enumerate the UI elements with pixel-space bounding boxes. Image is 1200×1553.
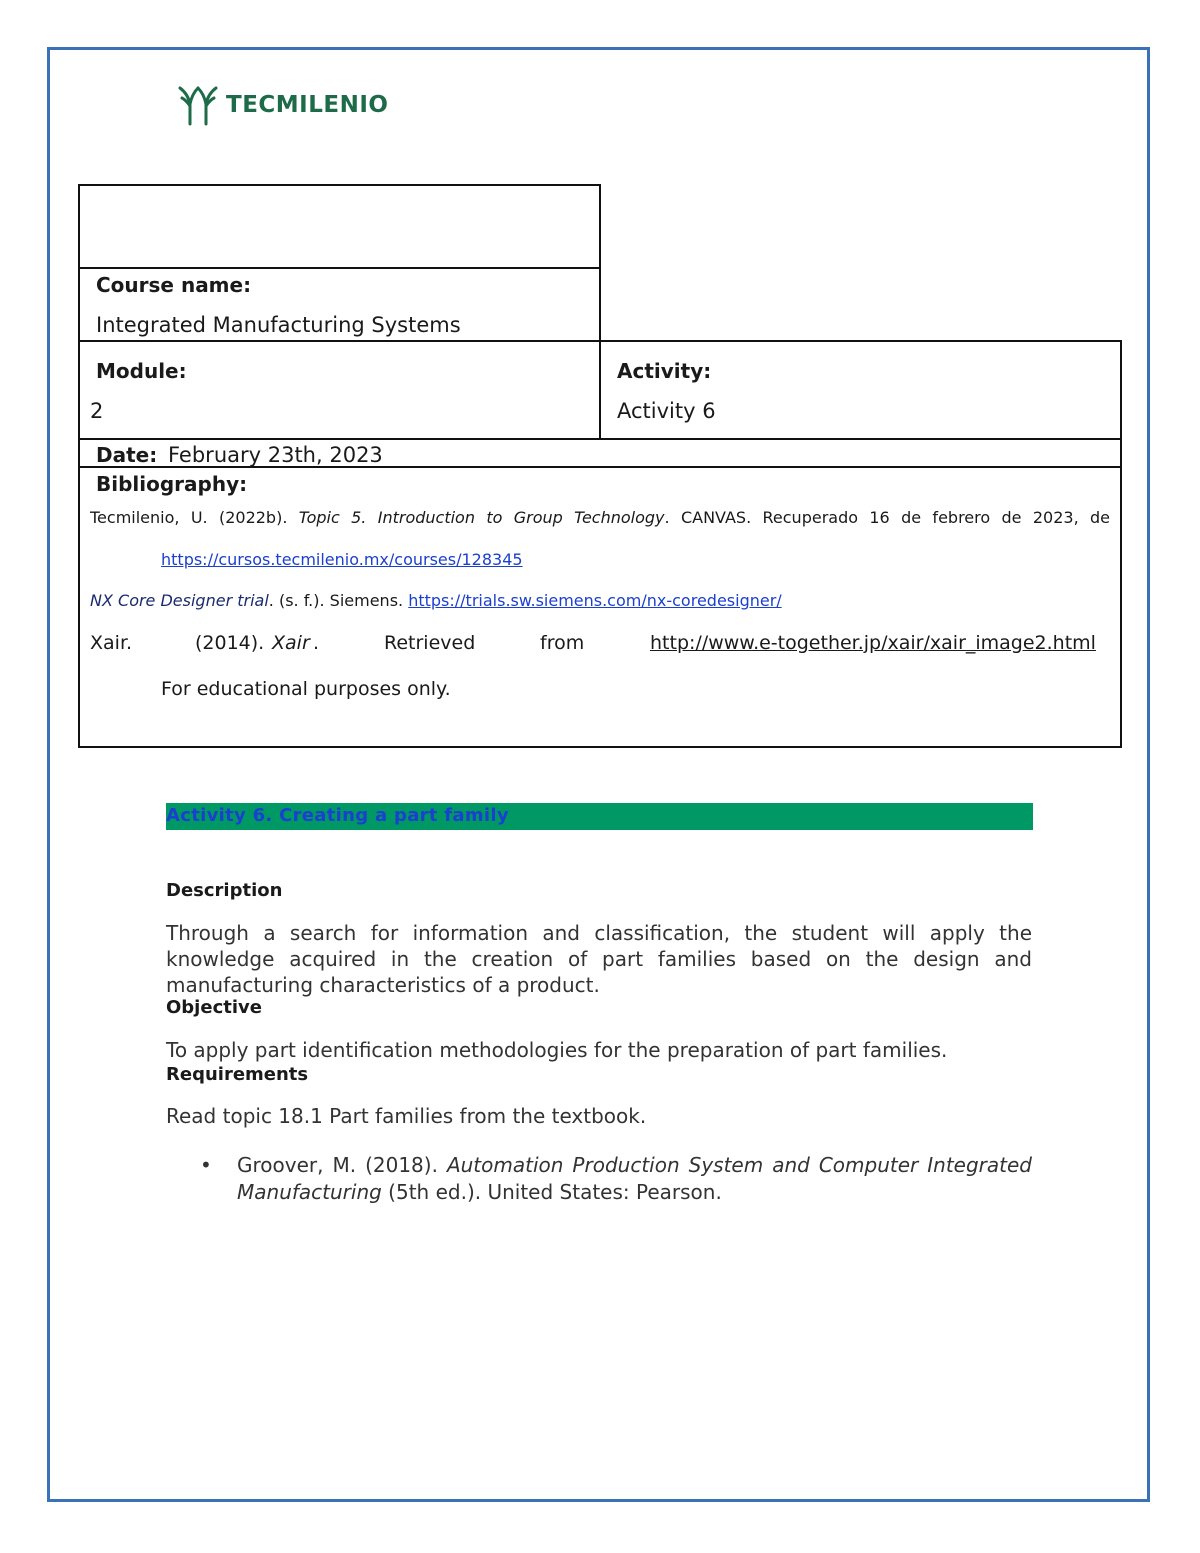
module-cell: [78, 340, 601, 440]
activity-label: Activity:: [617, 359, 712, 383]
module-value: 2: [90, 399, 104, 423]
description-heading: Description: [166, 880, 283, 901]
book-author: Groover, M. (2018).: [237, 1153, 447, 1177]
bibliography-label: Bibliography:: [96, 472, 248, 496]
requirements-heading: Requirements: [166, 1064, 309, 1085]
objective-text: To apply part identification methodologies for the preparation of part families.: [166, 1038, 948, 1062]
ref3-from: from: [540, 632, 585, 654]
bibliography-ref-2: [90, 591, 782, 610]
date-label: Date:: [96, 443, 158, 467]
ref3-author: Xair.: [90, 632, 133, 654]
tecmilenio-logo-icon: [178, 84, 218, 126]
bullet-marker: •: [200, 1153, 212, 1177]
ref3-retrieved: Retrieved: [384, 632, 476, 654]
ref1-title: Topic 5. Introduction to Group Technology: [298, 508, 665, 527]
bibliography-ref-1: [90, 508, 1110, 527]
ref1-suffix: . CANVAS. Recuperado 16 de febrero de 2023, de: [664, 508, 1111, 527]
description-text: Through a search for information and classification, the student will apply the knowledge acquired in the creation of part families based on the design and manufacturing characteristics of a product.: [166, 921, 1032, 997]
logo-wordmark: TECMILENIO: [226, 92, 389, 118]
book-title: Automation Production System and Computer Integrated Manufacturing: [237, 1153, 1032, 1204]
requirements-text: Read topic 18.1 Part families from the textbook.: [166, 1104, 647, 1128]
ref3-title: Xair: [272, 632, 310, 654]
bibliography-ref-1-url-line: [161, 550, 523, 569]
ref3-url-link[interactable]: http://www.e-together.jp/xair/xair_image2.html: [650, 632, 1096, 654]
ref2-suffix: . (s. f.). Siemens.: [268, 591, 409, 610]
title-cell: [78, 184, 601, 269]
activity-value: Activity 6: [617, 399, 716, 423]
ref3-year: (2014).: [195, 632, 265, 654]
ref2-url-link[interactable]: https://trials.sw.siemens.com/nx-coredesigner/: [408, 591, 782, 610]
tecmilenio-logo: [178, 84, 388, 126]
course-name-value: Integrated Manufacturing Systems: [96, 313, 461, 337]
ref3-title-end: .: [313, 632, 320, 654]
objective-heading: Objective: [166, 997, 262, 1018]
activity-cell: [599, 340, 1122, 440]
ref3-note: For educational purposes only.: [161, 678, 451, 700]
module-label: Module:: [96, 359, 187, 383]
book-suffix: (5th ed.). United States: Pearson.: [381, 1180, 722, 1204]
course-name-label: Course name:: [96, 273, 252, 297]
date-value: February 23th, 2023: [168, 443, 383, 467]
textbook-reference: [237, 1152, 1032, 1206]
activity-title: Activity 6. Creating a part family: [166, 805, 509, 826]
ref1-url-link[interactable]: https://cursos.tecmilenio.mx/courses/128345: [161, 550, 523, 569]
ref1-prefix: Tecmilenio, U. (2022b).: [90, 508, 299, 527]
ref2-title: NX Core Designer trial: [90, 591, 269, 610]
